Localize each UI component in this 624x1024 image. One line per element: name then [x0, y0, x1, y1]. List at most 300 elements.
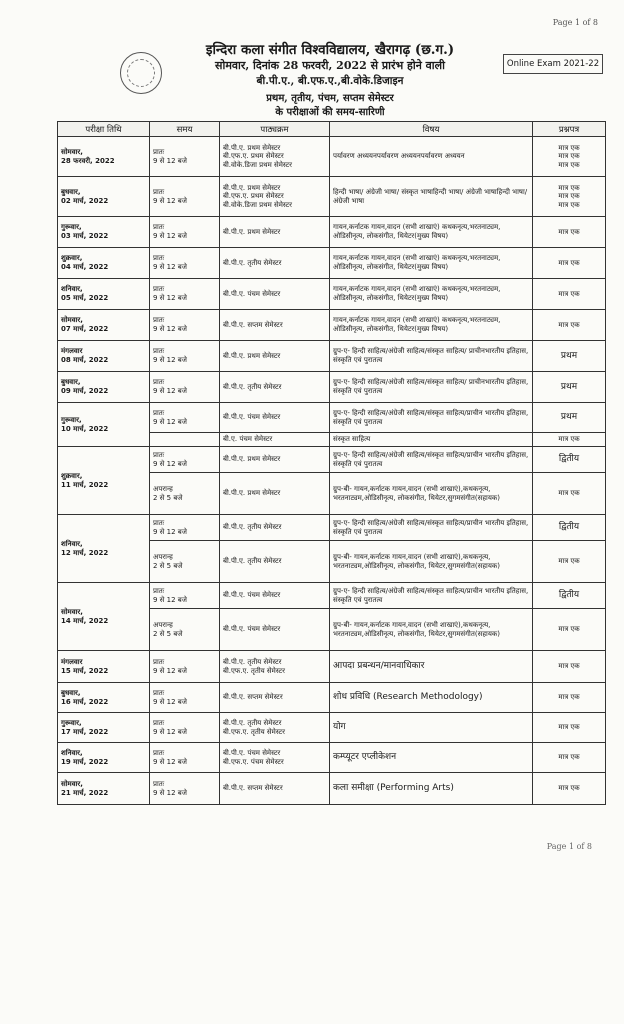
exam-date: 04 मार्च, 2022 [61, 263, 109, 271]
paper-cell [533, 372, 606, 403]
exam-date: 16 मार्च, 2022 [61, 697, 109, 706]
cell-line: मात्र एक [558, 227, 580, 236]
weekday: बुधवार, [61, 378, 81, 387]
cell-line: बी.पी.ए. सप्तम सेमेस्टर [223, 784, 283, 793]
paper-cell [533, 341, 606, 372]
course-cell [220, 310, 330, 341]
cell-line: बी.एफ.ए. पंचम सेमेस्टर [223, 757, 284, 766]
cell-line: ग्रुप-ए- हिन्दी साहित्य/अंग्रेजी साहित्य/संस्कृत साहित्य/ [333, 518, 467, 527]
cell-line: बी.पी.ए. सप्तम सेमेस्टर [223, 693, 283, 702]
cell-line: सुगमसंगीत(सहायक) [447, 561, 501, 570]
cell-line: गायन,कर्नाटक गायन,वादन (सभी शाखाएं) कथकनृत्य, [333, 316, 470, 325]
cell-line: प्रातः [153, 316, 165, 325]
time-cell [150, 248, 220, 279]
paper-cell [533, 279, 606, 310]
exam-date-cell [58, 403, 150, 447]
weekday: सोमवार, [61, 607, 83, 616]
cell-line: मात्र एक [558, 625, 580, 634]
cell-line: मात्र एक [558, 784, 580, 793]
column-header: परीक्षा तिथि [58, 122, 150, 137]
table-row [58, 743, 606, 773]
course-cell [220, 683, 330, 713]
cell-line: ग्रुप-ए- हिन्दी साहित्य/अंग्रेजी साहित्य/संस्कृत साहित्य/ [333, 586, 467, 595]
cell-line: बी.एफ.ए. तृतीय सेमेस्टर [223, 727, 285, 736]
weekday: शनिवार, [61, 748, 83, 757]
exam-date: 02 मार्च, 2022 [61, 196, 109, 205]
cell-line: सुगमसंगीत(सहायक) [447, 629, 501, 638]
header-courses: बी.पी.ए., बी.एफ.ए.,बी.वोके.डिजाइन [256, 75, 404, 87]
exam-date: 09 मार्च, 2022 [61, 387, 109, 395]
cell-line: कम्प्यूटर एप्लीकेशन [333, 752, 397, 763]
course-cell [220, 743, 330, 773]
cell-line: सुगमसंगीत(सहायक) [447, 493, 501, 502]
cell-line: प्राचीन भारतीय इतिहास, संस्कृति एवं पुरातत्व [333, 408, 529, 426]
cell-line: बी.पी.ए. प्रथम सेमेस्टर [223, 351, 281, 360]
time-cell [150, 515, 220, 541]
course-cell [220, 279, 330, 310]
subject-cell [330, 651, 533, 683]
paper-cell [533, 541, 606, 583]
cell-line: भारतीय इतिहास, संस्कृति एवं पुरातत्व [333, 347, 529, 364]
course-cell [220, 515, 330, 541]
cell-line: बी.एफ.ए. प्रथम सेमेस्टर [223, 152, 284, 161]
cell-line: द्वितीय [558, 454, 580, 465]
subject-cell [330, 403, 533, 433]
cell-line: 9 से 12 बजे [153, 263, 187, 271]
course-cell [220, 773, 330, 805]
exam-date: 10 मार्च, 2022 [61, 424, 109, 433]
cell-line: बी.पी.ए. पंचम सेमेस्टर [223, 748, 281, 757]
university-seal-icon [120, 52, 162, 94]
course-cell [220, 372, 330, 403]
subject-cell [330, 248, 533, 279]
time-cell [150, 177, 220, 217]
cell-line: प्रातः [153, 688, 165, 697]
exam-date-cell [58, 683, 150, 713]
cell-line: बी.पी.ए. तृतीय सेमेस्टर [223, 557, 282, 566]
cell-line: 9 से 12 बजे [153, 788, 187, 797]
course-cell [220, 713, 330, 743]
weekday: शनिवार, [61, 539, 83, 548]
cell-line: प्रातः [153, 147, 165, 156]
cell-line: प्रातः [153, 779, 165, 788]
exam-date: 19 मार्च, 2022 [61, 757, 109, 766]
cell-line: प्रातः [153, 718, 165, 727]
paper-cell [533, 310, 606, 341]
exam-date: 14 मार्च, 2022 [61, 616, 109, 625]
exam-date-cell [58, 583, 150, 651]
exam-date: 08 मार्च, 2022 [61, 356, 109, 364]
paper-cell [533, 447, 606, 473]
cell-line: 9 से 12 बजे [153, 697, 187, 706]
subject-cell [330, 773, 533, 805]
time-cell [150, 683, 220, 713]
cell-line: प्रथम [560, 381, 578, 392]
table-row [58, 713, 606, 743]
cell-line: बी.एफ.ए. प्रथम सेमेस्टर [223, 192, 284, 201]
time-cell [150, 310, 220, 341]
weekday: गुरूवार, [61, 718, 82, 727]
subject-cell [330, 447, 533, 473]
cell-line: बी.पी.ए. सप्तम सेमेस्टर [223, 320, 283, 329]
exam-date-cell [58, 177, 150, 217]
cell-line: 9 से 12 बजे [153, 294, 187, 302]
cell-line: बी.पी.ए. पंचम सेमेस्टर [223, 625, 281, 634]
header-semesters: प्रथम, तृतीय, पंचम, सप्तम सेमेस्टर [266, 93, 394, 104]
paper-cell [533, 609, 606, 651]
cell-line: कला समीक्षा (Performing Arts) [333, 783, 454, 794]
cell-line: बी.ए. पंचम सेमेस्टर [223, 435, 273, 444]
cell-line: पर्यावरण अध्ययन [376, 152, 421, 161]
time-cell [150, 372, 220, 403]
column-header: विषय [330, 122, 533, 137]
cell-line: 9 से 12 बजे [153, 156, 187, 165]
table-row [58, 279, 606, 310]
cell-line: ग्रुप-ए- हिन्दी साहित्य/अंग्रेजी साहित्य/संस्कृत साहित्य/ [333, 450, 467, 459]
paper-cell [533, 683, 606, 713]
subject-cell [330, 609, 533, 651]
exam-date: 21 मार्च, 2022 [61, 788, 109, 797]
course-cell [220, 248, 330, 279]
weekday: सोमवार, [61, 316, 83, 325]
cell-line: मात्र एक [558, 320, 580, 329]
cell-line: ग्रुप-बी- गायन,कर्नाटक गायन,वादन (सभी शाखाएं), [333, 484, 463, 493]
exam-date: 11 मार्च, 2022 [61, 480, 109, 489]
cell-line: हिन्दी भाषा/ अंग्रेजी भाषा/ संस्कृत भाषा [333, 187, 433, 196]
cell-line: गायन,कर्नाटक गायन,वादन (सभी शाखाएं) कथकनृत्य, [333, 223, 470, 232]
cell-line: प्रथम [560, 412, 578, 423]
course-cell [220, 473, 330, 515]
cell-line: प्राचीन भारतीय इतिहास, संस्कृति एवं पुरातत्व [333, 586, 529, 604]
cell-line: 9 से 12 बजे [153, 196, 187, 205]
time-cell [150, 473, 220, 515]
cell-line: भरतनाट्यम, ओडिसीनृत्य, लोकसंगीत, थियेटर(मुख्य विषय) [333, 254, 501, 271]
weekday: शुक्रवार, [61, 471, 83, 480]
cell-line: 9 से 12 बजे [153, 232, 187, 240]
paper-cell [533, 583, 606, 609]
cell-line: शोध प्रविधि (Research Methodology) [333, 692, 483, 703]
cell-line: बी.पी.ए. प्रथम सेमेस्टर [223, 227, 281, 236]
cell-line: मात्र एक [558, 143, 580, 152]
cell-line: बी.पी.ए. पंचम सेमेस्टर [223, 591, 281, 600]
time-cell [150, 279, 220, 310]
exam-date-cell [58, 341, 150, 372]
cell-line: 9 से 12 बजे [153, 757, 187, 766]
subject-cell [330, 217, 533, 248]
cell-line: पर्यावरण अध्ययन [333, 152, 377, 161]
subject-cell [330, 473, 533, 515]
exam-date: 07 मार्च, 2022 [61, 325, 109, 333]
cell-line: प्रातः [153, 408, 165, 417]
column-header: समय [150, 122, 220, 137]
cell-line: प्रातः [153, 223, 165, 232]
exam-date: 15 मार्च, 2022 [61, 666, 109, 675]
cell-line: बी.पी.ए. तृतीय सेमेस्टर [223, 258, 282, 267]
cell-line: बी.पी.ए. पंचम सेमेस्टर [223, 289, 281, 298]
exam-date-cell [58, 713, 150, 743]
exam-date-cell [58, 773, 150, 805]
table-row [58, 583, 606, 609]
cell-line: 9 से 12 बजे [153, 325, 187, 333]
cell-line: मात्र एक [558, 557, 580, 566]
cell-line: ग्रुप-बी- गायन,कर्नाटक गायन,वादन (सभी शाखाएं), [333, 552, 463, 561]
weekday: बुधवार, [61, 187, 81, 196]
cell-line: प्रातः [153, 254, 165, 263]
cell-line: मात्र एक [558, 152, 580, 161]
subject-cell [330, 713, 533, 743]
paper-cell [533, 217, 606, 248]
table-header-row [58, 122, 606, 137]
exam-date: 12 मार्च, 2022 [61, 548, 109, 557]
cell-line: द्वितीय [558, 522, 580, 533]
cell-line: कथकनृत्य, भरतनाट्यम,ओडिसीनृत्य, लोकसंगीत, थियेटर, [333, 552, 491, 570]
exam-date-cell [58, 372, 150, 403]
cell-line: 9 से 12 बजे [153, 387, 187, 395]
cell-line: प्राचीन भारतीय इतिहास, संस्कृति एवं पुरातत्व [333, 450, 529, 468]
weekday: शनिवार, [61, 285, 83, 294]
time-cell [150, 403, 220, 433]
cell-line: कथकनृत्य, भरतनाट्यम,ओडिसीनृत्य, लोकसंगीत, थियेटर, [333, 620, 491, 638]
cell-line: प्रातः [153, 657, 165, 666]
time-cell [150, 609, 220, 651]
header-start-date: सोमवार, दिनांक 28 फरवरी, 2022 से प्रारंभ होने वाली [215, 59, 445, 72]
table-row [58, 137, 606, 177]
weekday: गुरूवार, [61, 223, 82, 232]
cell-line: मात्र एक [558, 662, 580, 671]
weekday: मंगलवार [61, 657, 83, 666]
time-cell [150, 447, 220, 473]
column-header: पाठ्यक्रम [220, 122, 330, 137]
cell-line: 9 से 12 बजे [153, 595, 187, 604]
paper-cell [533, 515, 606, 541]
course-cell [220, 341, 330, 372]
paper-cell [533, 403, 606, 433]
header-timetable: के परीक्षाओं की समय-सारिणी [275, 107, 385, 118]
subject-cell [330, 341, 533, 372]
cell-line: मात्र एक [558, 183, 580, 192]
cell-line: भरतनाट्यम, ओडिसीनृत्य, लोकसंगीत, थियेटर(मुख्य विषय) [333, 285, 501, 302]
cell-line: बी.वोके.डिजा प्रथम सेमेस्टर [223, 200, 293, 209]
column-header: प्रश्नपत्र [533, 122, 606, 137]
cell-line: 9 से 12 बजे [153, 527, 187, 536]
cell-line: गायन,कर्नाटक गायन,वादन (सभी शाखाएं) कथकनृत्य, [333, 285, 470, 294]
cell-line: बी.पी.ए. प्रथम सेमेस्टर [223, 183, 281, 192]
subject-cell [330, 177, 533, 217]
exam-timetable [57, 121, 606, 805]
exam-date: 28 फरवरी, 2022 [61, 156, 115, 165]
cell-line: प्रातः [153, 285, 165, 294]
paper-cell [533, 473, 606, 515]
cell-line: बी.पी.ए. प्रथम सेमेस्टर [223, 455, 281, 464]
course-cell [220, 137, 330, 177]
cell-line: बी.पी.ए. प्रथम सेमेस्टर [223, 489, 281, 498]
cell-line: 9 से 12 बजे [153, 727, 187, 736]
cell-line: बी.एफ.ए. तृतीय सेमेस्टर [223, 666, 285, 675]
cell-line: गायन,कर्नाटक गायन,वादन (सभी शाखाएं) कथकनृत्य, [333, 254, 470, 263]
exam-date: 03 मार्च, 2022 [61, 232, 109, 240]
cell-line: अपरान्ह [153, 484, 173, 493]
cell-line: मात्र एक [558, 753, 580, 762]
time-cell [150, 541, 220, 583]
cell-line: कथकनृत्य, भरतनाट्यम,ओडिसीनृत्य, लोकसंगीत, थियेटर, [333, 484, 491, 502]
subject-cell [330, 583, 533, 609]
course-cell [220, 541, 330, 583]
cell-line: मात्र एक [558, 258, 580, 267]
exam-date-cell [58, 515, 150, 583]
cell-line: अपरान्ह [153, 620, 173, 629]
cell-line: आपदा प्रबन्धन/मानवाधिकार [333, 661, 425, 672]
cell-line: 9 से 12 बजे [153, 417, 187, 426]
weekday: सोमवार, [61, 147, 83, 156]
cell-line: मात्र एक [558, 489, 580, 498]
time-cell [150, 583, 220, 609]
cell-line: भरतनाट्यम, ओडिसीनृत्य, लोकसंगीत, थियेटर(मुख्य विषय) [333, 223, 501, 240]
subject-cell [330, 433, 533, 447]
subject-cell [330, 743, 533, 773]
paper-cell [533, 177, 606, 217]
subject-cell [330, 683, 533, 713]
course-cell [220, 217, 330, 248]
table-row [58, 217, 606, 248]
table-row [58, 515, 606, 541]
weekday: गुरूवार, [61, 415, 82, 424]
table-row [58, 403, 606, 433]
cell-line: प्रातः [153, 378, 165, 387]
subject-cell [330, 541, 533, 583]
table-row [58, 248, 606, 279]
page-number-top: Page 1 of 8 [552, 18, 598, 27]
cell-line: मात्र एक [558, 723, 580, 732]
exam-date-cell [58, 137, 150, 177]
cell-line: 9 से 12 बजे [153, 356, 187, 364]
cell-line: प्रातः [153, 450, 165, 459]
cell-line: प्रातः [153, 586, 165, 595]
cell-line: प्राचीन भारतीय इतिहास, संस्कृति एवं पुरातत्व [333, 518, 529, 536]
exam-date-cell [58, 651, 150, 683]
cell-line: बी.पी.ए. पंचम सेमेस्टर [223, 413, 281, 422]
exam-date-cell [58, 310, 150, 341]
cell-line: भरतनाट्यम, ओडिसीनृत्य, लोकसंगीत, थियेटर(मुख्य विषय) [333, 316, 501, 333]
course-cell [220, 433, 330, 447]
paper-cell [533, 743, 606, 773]
time-cell [150, 713, 220, 743]
cell-line: हिन्दी भाषा/ अंग्रेजी भाषा [432, 187, 497, 196]
cell-line: मात्र एक [558, 200, 580, 209]
cell-line: बी.पी.ए. प्रथम सेमेस्टर [223, 143, 281, 152]
time-cell [150, 217, 220, 248]
time-cell [150, 773, 220, 805]
weekday: बुधवार, [61, 688, 81, 697]
paper-cell [533, 651, 606, 683]
cell-line: मात्र एक [558, 435, 580, 444]
cell-line: प्रातः [153, 347, 165, 356]
cell-line: योग [333, 722, 346, 733]
exam-date-cell [58, 743, 150, 773]
page-number-bottom: Page 1 of 8 [546, 842, 592, 851]
cell-line: मात्र एक [558, 289, 580, 298]
subject-cell [330, 279, 533, 310]
course-cell [220, 583, 330, 609]
course-cell [220, 609, 330, 651]
cell-line: भारतीय इतिहास, संस्कृति एवं पुरातत्व [333, 378, 529, 395]
table-row [58, 177, 606, 217]
exam-date: 17 मार्च, 2022 [61, 727, 109, 736]
cell-line: ग्रुप-ए- हिन्दी साहित्य/अंग्रेजी साहित्य/संस्कृत साहित्य/ [333, 408, 467, 417]
cell-line: मात्र एक [558, 693, 580, 702]
subject-cell [330, 372, 533, 403]
exam-date-cell [58, 279, 150, 310]
time-cell [150, 743, 220, 773]
course-cell [220, 403, 330, 433]
table-row [58, 341, 606, 372]
cell-line: ग्रुप-ए- हिन्दी साहित्य/अंग्रेजी साहित्य/संस्कृत साहित्य/ प्राचीन [333, 347, 485, 356]
table-row [58, 651, 606, 683]
cell-line: प्रातः [153, 748, 165, 757]
cell-line: बी.वोके.डिजा प्रथम सेमेस्टर [223, 160, 293, 169]
cell-line: बी.पी.ए. तृतीय सेमेस्टर [223, 718, 282, 727]
time-cell [150, 651, 220, 683]
cell-line: 9 से 12 बजे [153, 459, 187, 468]
cell-line: 2 से 5 बजे [153, 493, 183, 502]
cell-line: प्रातः [153, 187, 165, 196]
exam-date-cell [58, 248, 150, 279]
exam-date-cell [58, 447, 150, 515]
cell-line: बी.पी.ए. तृतीय सेमेस्टर [223, 523, 282, 532]
cell-line: बी.पी.ए. तृतीय सेमेस्टर [223, 657, 282, 666]
table-row [58, 310, 606, 341]
table-row [58, 683, 606, 713]
paper-cell [533, 713, 606, 743]
cell-line: द्वितीय [558, 590, 580, 601]
cell-line: ग्रुप-ए- हिन्दी साहित्य/अंग्रेजी साहित्य/संस्कृत साहित्य/ प्राचीन [333, 378, 485, 387]
online-exam-badge: Online Exam 2021-22 [503, 54, 603, 74]
cell-line: संस्कृत साहित्य [333, 435, 371, 444]
table-row [58, 447, 606, 473]
paper-cell [533, 248, 606, 279]
cell-line: मात्र एक [558, 160, 580, 169]
cell-line: अपरान्ह [153, 552, 173, 561]
subject-cell [330, 137, 533, 177]
course-cell [220, 177, 330, 217]
exam-date-cell [58, 217, 150, 248]
exam-date: 05 मार्च, 2022 [61, 294, 109, 302]
cell-line: मात्र एक [558, 192, 580, 201]
course-cell [220, 651, 330, 683]
cell-line: प्रथम [560, 350, 578, 361]
paper-cell [533, 433, 606, 447]
cell-line: पर्यावरण अध्ययन [420, 152, 465, 161]
cell-line: 2 से 5 बजे [153, 629, 183, 638]
subject-cell [330, 515, 533, 541]
time-cell [150, 433, 220, 447]
paper-cell [533, 137, 606, 177]
cell-line: हिन्दी भाषा/ अंग्रेजी भाषा [333, 187, 528, 205]
time-cell [150, 341, 220, 372]
cell-line: ग्रुप-बी- गायन,कर्नाटक गायन,वादन (सभी शाखाएं), [333, 620, 463, 629]
weekday: सोमवार, [61, 779, 83, 788]
table-row [58, 372, 606, 403]
weekday: मंगलवार [61, 347, 83, 356]
weekday: शुक्रवार, [61, 254, 83, 263]
time-cell [150, 137, 220, 177]
table-row [58, 773, 606, 805]
cell-line: 2 से 5 बजे [153, 561, 183, 570]
cell-line: बी.पी.ए. तृतीय सेमेस्टर [223, 382, 282, 391]
cell-line: 9 से 12 बजे [153, 666, 187, 675]
university-title: इन्दिरा कला संगीत विश्वविद्यालय, खैरागढ़ (छ.ग.) [205, 42, 455, 58]
paper-cell [533, 773, 606, 805]
cell-line: प्रातः [153, 518, 165, 527]
